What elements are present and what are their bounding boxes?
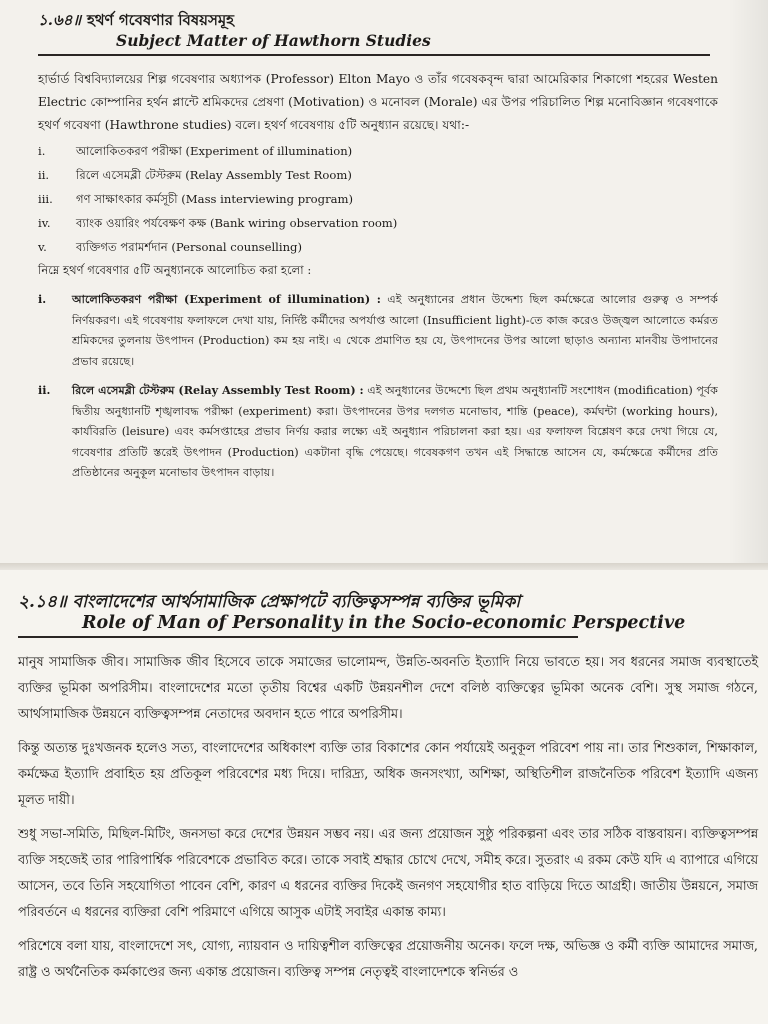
detail-body [72,380,718,484]
section-role-of-personality [18,592,758,994]
studies-list [38,139,718,259]
detail-body [72,289,718,372]
list-numeral: iii. [38,192,53,206]
detail-heading: আলোকিতকরণ পরীক্ষা (Experiment of illumination) : [72,292,381,306]
list-numeral: iv. [38,216,51,230]
section-title-bn: বাংলাদেশের আর্থসামাজিক প্রেক্ষাপটে ব্যক্তিত্বসম্পন্ন ব্যক্তির ভূমিকা [72,592,521,612]
list-numeral: v. [38,240,47,254]
list-item-text: ব্যক্তিগত পরামর্শদান (Personal counselling) [76,240,303,254]
body-paragraph: মানুষ সামাজিক জীব। সামাজিক জীব হিসেবে তাকে সমাজের ভালোমন্দ, উন্নতি-অবনতি ইত্যাদি নিয়ে ভাবতে হয়। সব ধরনের সমাজ ব্যবস্থাতেই ব্যক্তির ভূমিকা অপরিসীম। বাংলাদেশের মতো তৃতীয় বিশ্বের একটি উন্নয়নশীল দেশে বলিষ্ঠ ব্যক্তিত্বের ভূমিকা অনেক বেশি। সুস্থ সমাজ গঠনে, আর্থসামাজিক উন্নয়নে ব্যক্তিত্বসম্পন্ন নেতাদের অবদান হতে পারে অপরিসীম। [18,655,758,722]
list-item-text: গণ সাক্ষাৎকার কর্মসূচী (Mass interviewing program) [76,192,354,206]
detail-text: এই অনুধ্যানের উদ্দেশ্যে ছিল প্রথম অনুধ্যানটি সংশোধন (modification) পূর্বক দ্বিতীয় অনুধ্যানটি শৃঙ্খলাবদ্ধ পরীক্ষা (experiment) করা। উৎপাদনের উপর দলগত মনোভাব, শান্তি (peace), কর্মঘন্টা (working hours), কার্যবিরতি (leisure) এবং কর্মসপ্তাহের প্রভাব নির্ণয় করার লক্ষ্যে এই অনুধ্যান পরিচালনা করা হয়। এর ফলাফল বিশ্লেষণ করে দেখা গিয়ে যে, গবেষণার প্রতিটি স্তরেই উৎপাদন (Production) একটানা বৃদ্ধি পেয়েছে। গবেষকগণ তখন এই সিদ্ধান্তে আসেন যে, কর্মক্ষেত্রে কর্মীদের প্রতি প্রতিষ্ঠানের অনুকূল মনোভাব উৎপাদন বাড়ায়। [72,384,719,479]
list-item [38,187,718,211]
intro-paragraph: হার্ভার্ড বিশ্ববিদ্যালয়ের শিল্প গবেষণার অধ্যাপক (Professor) Elton Mayo ও তাঁর গবেষকবৃন্দ দ্বারা আমেরিকার শিকাগো শহরের Westen Electric কোম্পানির হর্থন প্লান্টে শ্রমিকদের প্রেষণা (Motivation) ও মনোবল (Morale) এর উপর পরিচালিত শিল্প মনোবিজ্ঞান গবেষণাকে হথর্ণ গবেষণা (Hawthrone studies) বলে। হথর্ণ গবেষণায় ৫টি অনুধ্যান রয়েছে। যথা:- [38,72,718,132]
detail-text: এই অনুধ্যানের প্রধান উদ্দেশ্য ছিল কর্মক্ষেত্রে আলোর গুরুত্ব ও সম্পর্ক নির্ণয়করণ। এই গবেষণায় ফলাফলে দেখা যায়, নির্দিষ্ট কর্মীদের অপর্যাপ্ত আলো (Insufficient light)-তে কাজ করেও উজ্জ্বল আলোতে কর্মরত শ্রমিকদের তুলনায় উৎপাদন (Production) কম হয় নাই। এ থেকে প্রমাণিত হয় যে, উৎপাদনের উপর আলো ছাড়াও অন্যান্য মানবীয় উপাদানের প্রভাব রয়েছে। [72,293,718,368]
detail-numeral: ii. [38,383,51,397]
list-numeral: i. [38,144,46,158]
list-item-text: রিলে এসেমব্লী টেস্টরুম (Relay Assembly Test Room) [76,168,352,182]
list-numeral: ii. [38,168,50,182]
page-edge-shadow [728,0,768,570]
section-title-en: Subject Matter of Hawthorn Studies [116,31,431,50]
detail-heading: রিলে এসেমব্লী টেস্টরুম (Relay Assembly Test Room) : [72,383,364,397]
section-number: ১.৬৪॥ [38,11,81,29]
detail-numeral: i. [38,292,47,306]
section-heading-bn [38,10,718,30]
section-title-bn: হথর্ণ গবেষণার বিষয়সমূহ [86,11,235,29]
body-paragraph: পরিশেষে বলা যায়, বাংলাদেশে সৎ, যোগ্য, ন্যায়বান ও দায়িত্বশীল ব্যক্তিত্বের প্রয়োজনীয় অনেক। ফলে দক্ষ, অভিজ্ঞ ও কর্মী ব্যক্তি আমাদের সমাজ, রাষ্ট্র ও অর্থনৈতিক কর্মকাণ্ডের জন্য একান্ত প্রয়োজন। ব্যক্তিত্ব সম্পন্ন নেতৃত্বই বাংলাদেশকে স্বনির্ভর ও [18,939,758,980]
study-detail [38,380,718,484]
heading-rule [38,54,710,56]
section-heading-bn [18,592,758,612]
list-item [38,211,718,235]
list-item [38,235,718,259]
list-item-text: আলোকিতকরণ পরীক্ষা (Experiment of illumination) [76,144,353,158]
list-item [38,139,718,163]
lead-sentence: নিম্নে হথর্ণ গবেষণার ৫টি অনুধ্যানকে আলোচিত করা হলো : [38,263,312,277]
list-item-text: ব্যাংক ওয়ারিং পর্যবেক্ষণ কক্ষ (Bank wiring observation room) [76,216,398,230]
section-title-en: Role of Man of Personality in the Socio-economic Perspective [82,613,686,633]
body-paragraph: শুধু সভা-সমিতি, মিছিল-মিটিং, জনসভা করে দেশের উন্নয়ন সম্ভব নয়। এর জন্য প্রয়োজন সুষ্ঠু পরিকল্পনা এবং তার সঠিক বাস্তবায়ন। ব্যক্তিত্বসম্পন্ন ব্যক্তি সহজেই তার পারিপার্শ্বিক পরিবেশকে প্রভাবিত করে। তাকে সবাই শ্রদ্ধার চোখে দেখে, সমীহ করে। সুতরাং এ রকম কেউ যদি এ ব্যাপারে এগিয়ে আসেন, তবে তিনি সহযোগিতা পাবেন বেশি, কারণ এ ধরনের ব্যক্তির দিকেই জনগণ সহযোগীর হাত বাড়িয়ে দিতে আগ্রহী। জাতীয় উন্নয়নে, সমাজ পরিবর্তনে এ ধরনের ব্যক্তিরা বেশি পরিমাণে এগিয়ে আসুক এটাই সবাইর একান্ত কাম্য। [18,827,758,920]
heading-rule [18,636,578,638]
section-hawthorn-studies [38,10,718,484]
list-item [38,163,718,187]
section-number: ২.১৪॥ [18,592,67,612]
study-detail [38,289,718,372]
body-paragraph: কিন্তু অত্যন্ত দুঃখজনক হলেও সত্য, বাংলাদেশের অধিকাংশ ব্যক্তি তার বিকাশের কোন পর্যায়েই অনুকূল পরিবেশ পায় না। তার শিশুকাল, শিক্ষাকাল, কর্মক্ষেত্র ইত্যাদি প্রবাহিত হয় প্রতিকূল পরিবেশের মধ্য দিয়ে। দারিদ্র্য, অধিক জনসংখ্যা, অশিক্ষা, অস্থিতিশীল রাজনৈতিক পরিবেশ ইত্যাদি এজন্য মূলত দায়ী। [18,741,758,808]
